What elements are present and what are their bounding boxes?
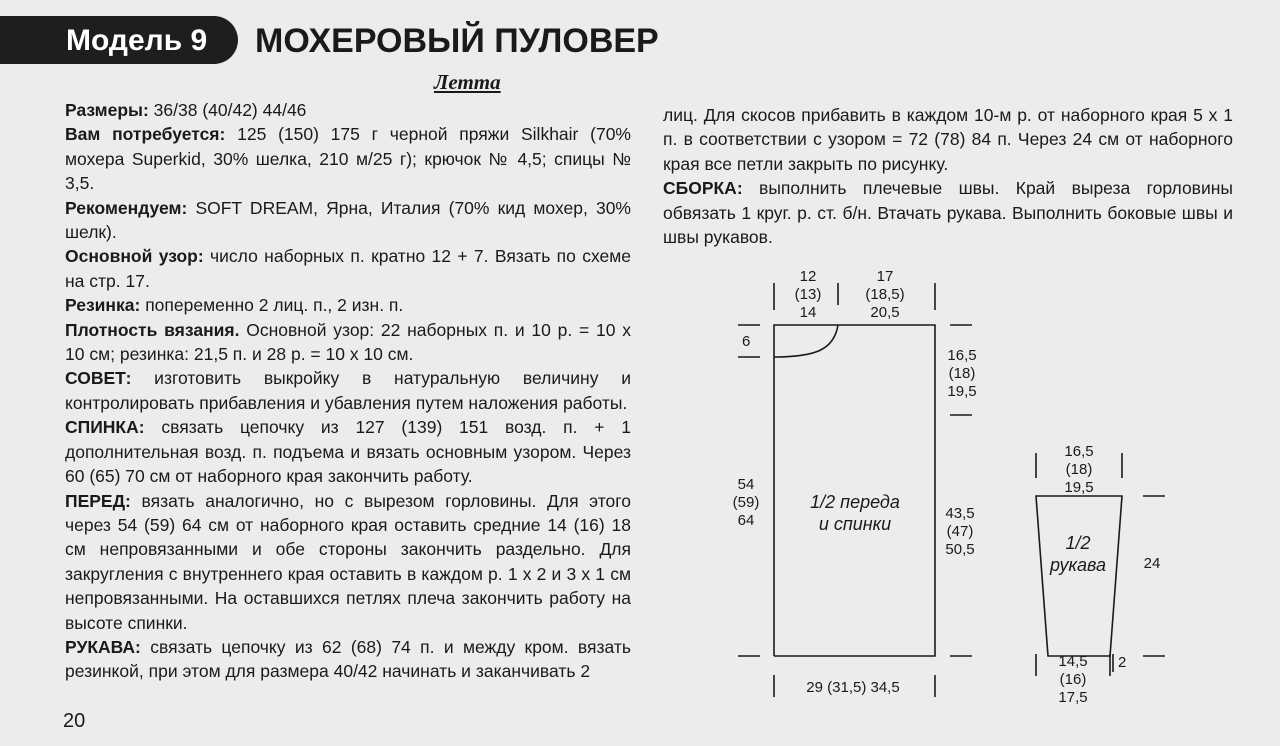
side-height-2: (47): [946, 523, 974, 540]
sleeve-top-1: 16,5: [1064, 443, 1094, 460]
recommend-text: SOFT DREAM, Ярна, Италия (70% кид мохер, 30% шелк).: [65, 197, 631, 243]
neck-width-2: (13): [794, 286, 822, 303]
shoulder-width-3: 20,5: [870, 304, 900, 321]
sleeve-height: 24: [1143, 555, 1161, 572]
total-height-1: 54: [737, 476, 755, 493]
sleeve-top-2: (18): [1065, 461, 1093, 478]
shoulder-width-1: 17: [876, 268, 894, 285]
back-text: связать цепочку из 127 (139) 151 возд. п. + 1 дополнительная возд. п. подъема и вязать основным узором. Через 60 (65) 70 см от наборного края закончить работу.: [65, 417, 631, 487]
page-title: МОХЕРОВЫЙ ПУЛОВЕР: [255, 22, 659, 60]
sleeve-bottom-3: 17,5: [1058, 689, 1088, 706]
pattern-label: Основной узор:: [65, 246, 204, 267]
model-number: Модель 9: [66, 24, 208, 57]
sleeve-bottom-2: (16): [1059, 671, 1087, 688]
page-number: 20: [63, 710, 86, 732]
front-text: вязать аналогично, но с вырезом горловины. Для этого через 54 (59) 64 см от наборного края оставить средние 14 (16) 18 см непровязанными и обе стороны закончить раздельно. Для закругления с внутреннего края оставить в каждом р. 1 х 2 и 3 х 1 см непровязанными. На оставшихся петлях плеча закончить работу на высоте спинки.: [65, 490, 631, 633]
recommend-label: Рекомендуем:: [65, 197, 188, 218]
back-label: СПИНКА:: [65, 417, 145, 438]
pattern-text: число наборных п. кратно 12 + 7. Вязать по схеме на стр. 17.: [65, 246, 632, 291]
rib-text: попеременно 2 лиц. п., 2 изн. п.: [140, 295, 404, 316]
neck-width-3: 14: [799, 304, 817, 321]
materials-label: Вам потребуется:: [65, 124, 226, 145]
shoulder-width-2: (18,5): [865, 286, 905, 303]
sleeve-bottom-1: 14,5: [1058, 653, 1088, 670]
assembly-label: СБОРКА:: [663, 178, 743, 199]
sizes-label: Размеры:: [65, 100, 149, 120]
author-name: Летта: [434, 70, 501, 94]
sleeve-cuff: 2: [1118, 654, 1127, 671]
neck-depth: 6: [742, 333, 751, 350]
total-height-2: (59): [732, 494, 760, 511]
sleeves-text: связать цепочку из 62 (68) 74 п. и между кром. вязать резинкой, при этом для размера 40/42 начинать и заканчивать 2: [65, 636, 631, 682]
assembly-text: выполнить плечевые швы. Край выреза горловины обвязать 1 круг. р. ст. б/н. Втачать рукава. Выполнить боковые швы и швы рукавов.: [663, 178, 1233, 248]
armhole-3: 19,5: [947, 383, 977, 400]
tip-text: изготовить выкройку в натуральную величину и контролировать прибавления и убавления путем наложения работы.: [65, 368, 631, 413]
body-label-2: и спинки: [818, 514, 892, 534]
tip-label: СОВЕТ:: [65, 368, 132, 389]
front-label: ПЕРЕД:: [65, 490, 131, 511]
sleeve-top-3: 19,5: [1064, 479, 1094, 496]
sleeves-continued: лиц. Для скосов прибавить в каждом 10-м р. от наборного края 5 х 1 п. в соответствии с узором = 72 (78) 84 п. Через 24 см от наборного края все петли закрыть по рисунку.: [663, 105, 1233, 174]
side-height-3: 50,5: [945, 541, 975, 558]
armhole-2: (18): [948, 365, 976, 382]
sleeve-label-1: 1/2: [1065, 533, 1091, 553]
gauge-text: Основной узор: 22 наборных п. и 10 р. = 10 х 10 см; резинка: 21,5 п. и 28 р. = 10 х 10 см.: [65, 319, 631, 365]
neck-width-1: 12: [799, 268, 817, 285]
sleeve-outline: [1036, 496, 1122, 656]
body-outline: [774, 325, 935, 656]
body-width: 29 (31,5) 34,5: [806, 679, 900, 696]
body-label-1: 1/2 переда: [810, 492, 900, 512]
rib-label: Резинка:: [65, 295, 141, 316]
sleeve-label-2: рукава: [1050, 555, 1106, 575]
armhole-1: 16,5: [947, 347, 977, 364]
gauge-label: Плотность вязания.: [65, 319, 240, 340]
total-height-3: 64: [737, 512, 755, 529]
side-height-1: 43,5: [945, 505, 975, 522]
materials-text: 125 (150) 175 г черной пряжи Silkhair (70% мохера Superkid, 30% шелка, 210 м/25 г); крючок № 4,5; спицы № 3,5.: [65, 124, 631, 194]
sleeves-label: РУКАВА:: [65, 636, 141, 657]
sizes-text: 36/38 (40/42) 44/46: [148, 100, 307, 120]
